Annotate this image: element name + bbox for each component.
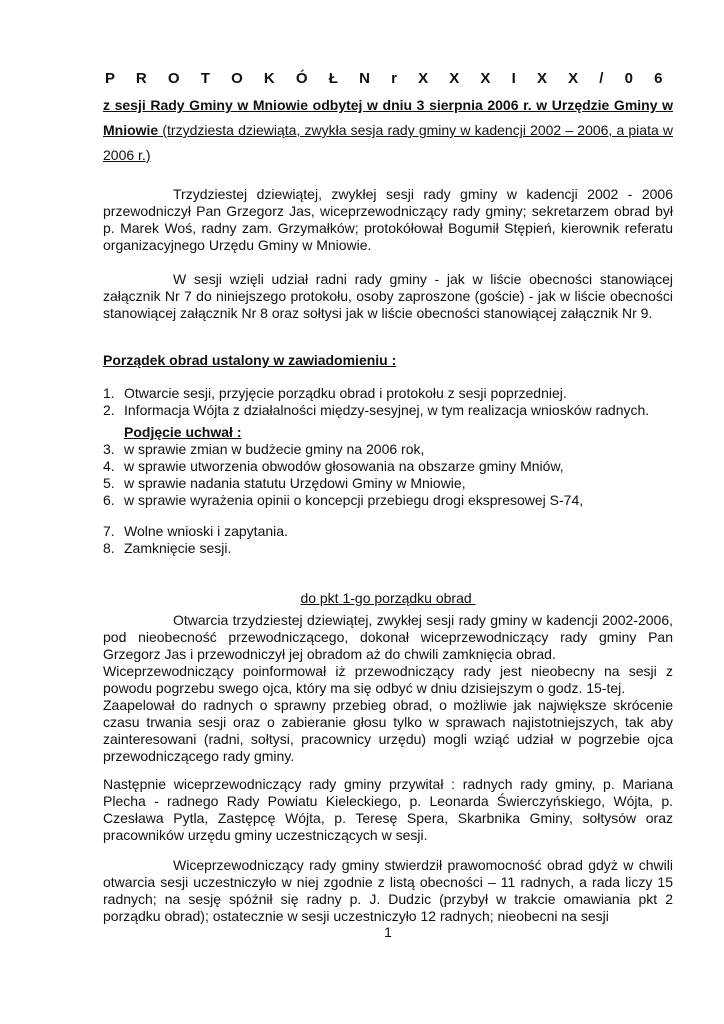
agenda-item-number: 5. [103,475,115,491]
agenda-item-number: 1. [103,385,115,401]
resolutions-heading: Podjęcie uchwał : [124,424,242,440]
quorum-paragraph: Wiceprzewodniczący rady gminy stwierdził prawomocność obrad gdyż w chwili otwarcia sesji uczestniczyło w niej zgodnie z listą obecności – 11 radnych, a rada liczy 15 radnych; na sesję spóźnił się radny p. J. Dudzic (przybył w trakcie omawiania pkt 2 porządku obrad); ostatecznie w sesji uczestniczyło 12 radnych; nieobecni na sesji [103,857,673,924]
point1-paragraph: Otwarcia trzydziestej dziewiątej, zwykłej sesji rady gminy w kadencji 2002-2006, pod nieobecność przewodniczącego, dokonał wiceprzewodniczący rady gminy Pan Grzegorz Jas i przewodniczył jej obradom aż do chwili zamknięcia obrad. [103,612,673,662]
agenda-heading: Porządek obrad ustalony w zawiadomieniu : [103,352,397,368]
point1-heading: do pkt 1-go porządku obrad [300,590,476,606]
agenda-item-number: 7. [103,523,115,539]
agenda-item-text: w sprawie utworzenia obwodów głosowania na obszarze gminy Mniów, [124,458,564,474]
agenda-item [103,540,673,557]
agenda-item-text: Zamknięcie sesji. [124,540,232,556]
point1-line2: Wiceprzewodniczący poinformował iż przewodniczący rady jest nieobecny na sesji z powodu pogrzebu swego ojca, który ma się odbyć w dniu dzisiejszym o godz. 15-tej. [103,663,673,696]
agenda-item-number: 6. [103,492,115,508]
agenda-item-text: Wolne wnioski i zapytania. [124,523,288,539]
agenda-item [103,475,673,492]
subtitle-underlined [103,97,673,163]
agenda-item [103,458,673,475]
greeting-paragraph: Następnie wiceprzewodniczący rady gminy przywitał : radnych rady gminy, p. Mariana Plecha - radnego Rady Powiatu Kieleckiego, p. Leonarda Świerczyńskiego, Wójta, p. Czesława Pytla, Zastępcę Wójta, p. Teresę Spera, Skarbnika Gminy, sołtysów oraz pracowników urzędu gminy uczestniczących w sesji. [103,776,673,843]
agenda-list-c [103,523,673,557]
agenda-list-b [103,441,673,509]
agenda-item-text: w sprawie wyrażenia opinii o koncepcji przebiegu drogi ekspresowej S-74, [124,492,584,508]
agenda-item [103,523,673,540]
agenda-item-number: 2. [103,402,115,418]
agenda-item [103,492,673,509]
agenda-item-text: w sprawie nadania statutu Urzędowi Gminy w Mniowie, [124,475,466,491]
agenda-list-a [103,385,673,419]
agenda-item-text: Otwarcie sesji, przyjęcie porządku obrad i protokołu z sesji poprzedniej. [124,385,567,401]
document-title: P R O T O K Ó Ł N r X X X I X X / 0 6 [105,70,671,87]
agenda-item [103,402,673,419]
document-page [103,0,673,1024]
intro-paragraph: Trzydziestej dziewiątej, zwykłej sesji rady gminy w kadencji 2002 - 2006 przewodniczył Pan Grzegorz Jas, wiceprzewodniczący rady gminy; sekretarzem obrad był p. Marek Woś, radny zam. Grzymałków; protokółował Bogumił Stępień, kierownik referatu organizacyjnego Urzędu Gminy w Mniowie. [103,186,673,253]
point1-line3: Zaapelował do radnych o sprawny przebieg obrad, o możliwie jak największe skrócenie czasu trwania sesji oraz o zabieranie głosu tylko w sprawach najistotniejszych, tak aby zainteresowani (radni, sołtysi, pracownicy urzędu) mogli wziąć udział w pogrzebie ojca przewodniczącego rady gminy. [103,697,673,764]
attendance-paragraph: W sesji wzięli udział radni rady gminy - jak w liście obecności stanowiącej załącznik Nr 7 do niniejszego protokołu, osoby zaproszone (goście) - jak w liście obecności stanowiącej załącznik Nr 8 oraz sołtysi jak w liście obecności stanowiącej załącznik Nr 9. [103,271,673,321]
page-number: 1 [384,924,392,940]
agenda-item [103,385,673,402]
agenda-item-text: w sprawie zmian w budżecie gminy na 2006 rok, [124,441,425,457]
agenda-item [103,441,673,458]
document-subtitle [103,93,673,168]
agenda-item-number: 4. [103,458,115,474]
subtitle-rest: (trzydziesta dziewiąta, zwykła sesja rady gminy w kadencji 2002 – 2006, a piata w 2006 r.) [103,122,673,163]
agenda-item-text: Informacja Wójta z działalności między-sesyjnej, w tym realizacja wniosków radnych. [124,402,650,418]
agenda-item-number: 3. [103,441,115,457]
agenda-item-number: 8. [103,540,115,556]
subtitle-bold: z sesji Rady Gminy w Mniowie odbytej w dniu 3 sierpnia 2006 r. w Urzędzie Gminy w Mniowie [103,97,673,138]
